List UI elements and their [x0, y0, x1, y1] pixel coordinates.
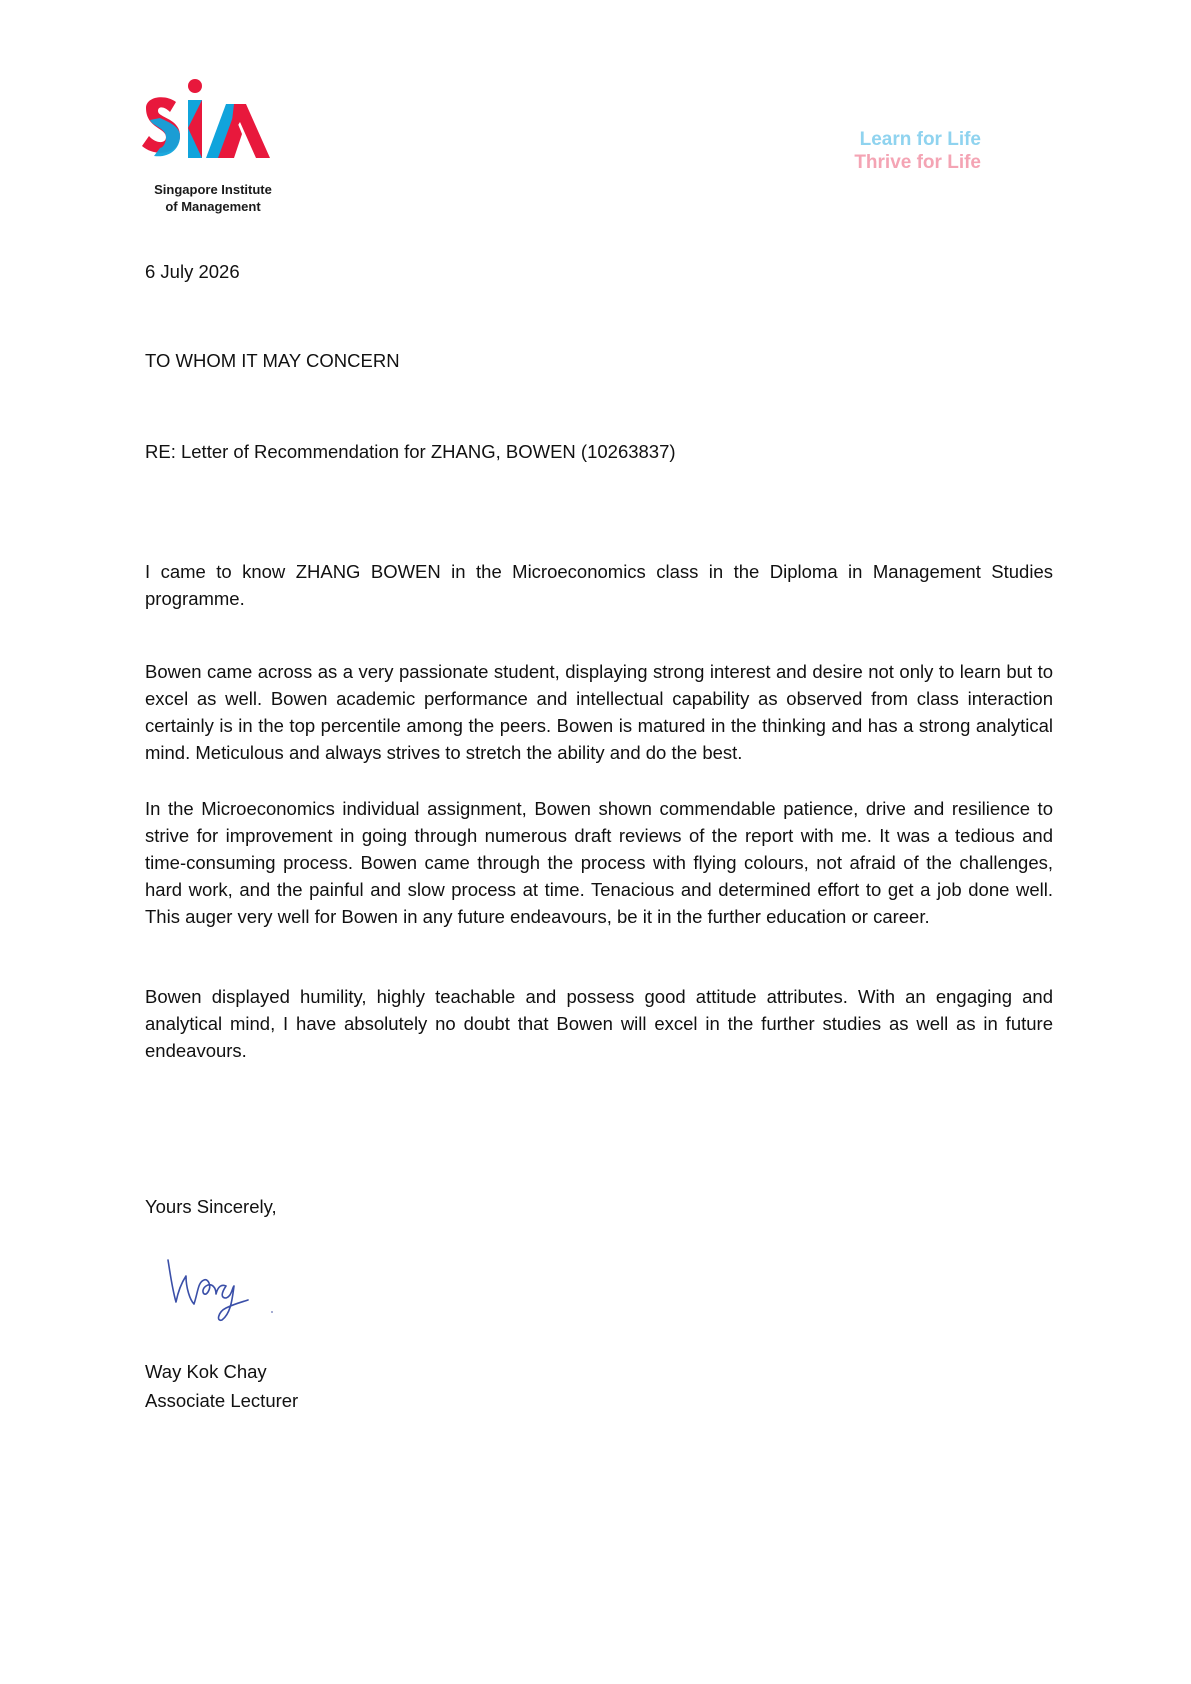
signatory-title: Associate Lecturer	[145, 1390, 299, 1411]
logo-text-line1: Singapore Institute	[154, 182, 272, 197]
tagline-learn: Learn for Life	[859, 129, 981, 150]
tagline-thrive: Thrive for Life	[854, 152, 981, 173]
salutation: TO WHOM IT MAY CONCERN	[145, 350, 400, 371]
logo-caption	[138, 181, 288, 215]
closing: Yours Sincerely,	[145, 1196, 277, 1217]
paragraph-intro: I came to know ZHANG BOWEN in the Microeconomics class in the Diploma in Management Studies programme.	[145, 561, 1053, 609]
paragraph-character: Bowen came across as a very passionate student, displaying strong interest and desire not only to learn but to excel as well. Bowen academic performance and intellectual capability as observed from class interaction certainly is in the top percentile among the peers. Bowen is matured in the thinking and has a strong analytical mind. Meticulous and always strives to stretch the ability and do the best.	[145, 661, 1053, 763]
handwritten-signature	[160, 1252, 280, 1327]
subject-line: RE: Letter of Recommendation for ZHANG, BOWEN (10263837)	[145, 441, 676, 462]
paragraph-conclusion: Bowen displayed humility, highly teachable and possess good attitude attributes. With an engaging and analytical mind, I have absolutely no doubt that Bowen will excel in the further studies as well as in future endeavours.	[145, 986, 1053, 1061]
sim-logo	[138, 78, 288, 218]
paragraph-assignment: In the Microeconomics individual assignment, Bowen shown commendable patience, drive and resilience to strive for improvement in going through numerous draft reviews of the report with me. It was a tedious and time-consuming process. Bowen came through the process with flying colours, not afraid of the challenges, hard work, and the painful and slow process at time. Tenacious and determined effort to get a job done well. This auger very well for Bowen in any future endeavours, be it in the further education or career.	[145, 798, 1053, 927]
logo-text-line2: of Management	[165, 199, 261, 214]
signatory-name: Way Kok Chay	[145, 1361, 267, 1382]
sim-logo-mark	[138, 78, 288, 178]
letter-date: 6 July 2026	[145, 261, 240, 282]
tagline	[854, 128, 981, 174]
